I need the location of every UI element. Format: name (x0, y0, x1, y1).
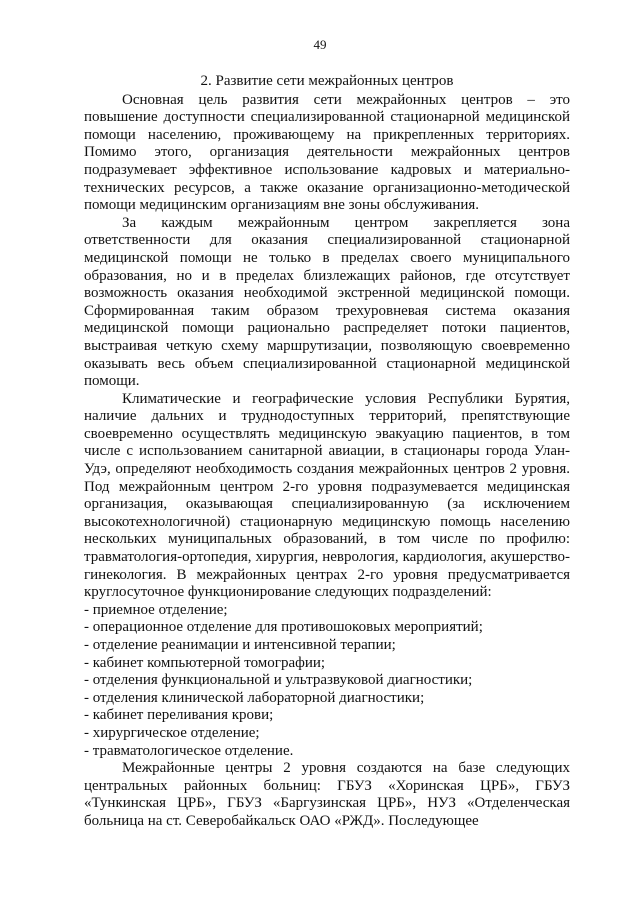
paragraph-hospitals: Межрайонные центры 2 уровня создаются на базе следующих центральных районных больниц: ГБУЗ «Хоринская ЦРБ», ГБУЗ «Тункинская ЦРБ», ГБУЗ «Баргузинская ЦРБ», НУЗ «Отделенческая больница на ст. Северобайкальск ОАО «РЖД». Последующее (84, 760, 570, 829)
paragraph-responsibility-zone: За каждым межрайонным центром закрепляется зона ответственности для оказания специализированной стационарной медицинской помощи не только в пределах своего муниципального образования, но и в пределах близлежащих районов, где отсутствует возможность оказания необходимой экстренной медицинской помощи. Сформированная таким образом трехуровневая система оказания медицинской помощи рационально распределяет потоки пациентов, выстраивая четкую схему маршрутизации, позволяющую своевременно оказывать весь объем специализированной стационарной медицинской помощи. (84, 214, 570, 390)
departments-list (84, 602, 570, 760)
list-item: - травматологическое отделение. (84, 742, 294, 759)
list-item: - отделения функциональной и ультразвуковой диагностики; (84, 672, 473, 689)
paragraph-goal: Основная цель развития сети межрайонных центров – это повышение доступности специализированной стационарной медицинской помощи населению, проживающему на прикрепленных территориях. Помимо этого, организация деятельности межрайонных центров подразумевает эффективное использование кадровых и материально-технических ресурсов, а также оказание организационно-методической помощи медицинским организациям вне зоны обслуживания. (84, 91, 570, 214)
list-item: - отделения клинической лабораторной диагностики; (84, 689, 425, 706)
paragraph-level-2-centers: Климатические и географические условия Республики Бурятия, наличие дальних и труднодоступных территорий, препятствующие своевременно осуществлять медицинскую эвакуацию пациентов, в том числе с использованием санитарной авиации, в стационары города Улан-Удэ, определяют необходимость создания межрайонных центров 2 уровня. Под межрайонным центром 2-го уровня подразумевается медицинская организация, оказывающая специализированную (за исключением высокотехнологичной) стационарную медицинскую помощь населению нескольких муниципальных образований, в том числе по профилю: травматология-ортопедия, хирургия, неврология, кардиология, акушерство-гинекология. В межрайонных центрах 2-го уровня предусматривается круглосуточное функционирование следующих подразделений: (84, 390, 570, 601)
list-item: - приемное отделение; (84, 601, 228, 618)
list-item: - кабинет компьютерной томографии; (84, 654, 326, 671)
list-item: - операционное отделение для противошоковых мероприятий; (84, 619, 483, 636)
list-item: - отделение реанимации и интенсивной терапии; (84, 637, 396, 653)
section-heading: 2. Развитие сети межрайонных центров (200, 73, 454, 89)
list-item: - хирургическое отделение; (84, 724, 260, 741)
page-content (84, 73, 570, 831)
list-item: - кабинет переливания крови; (84, 707, 274, 724)
page-number: 49 (313, 37, 327, 52)
